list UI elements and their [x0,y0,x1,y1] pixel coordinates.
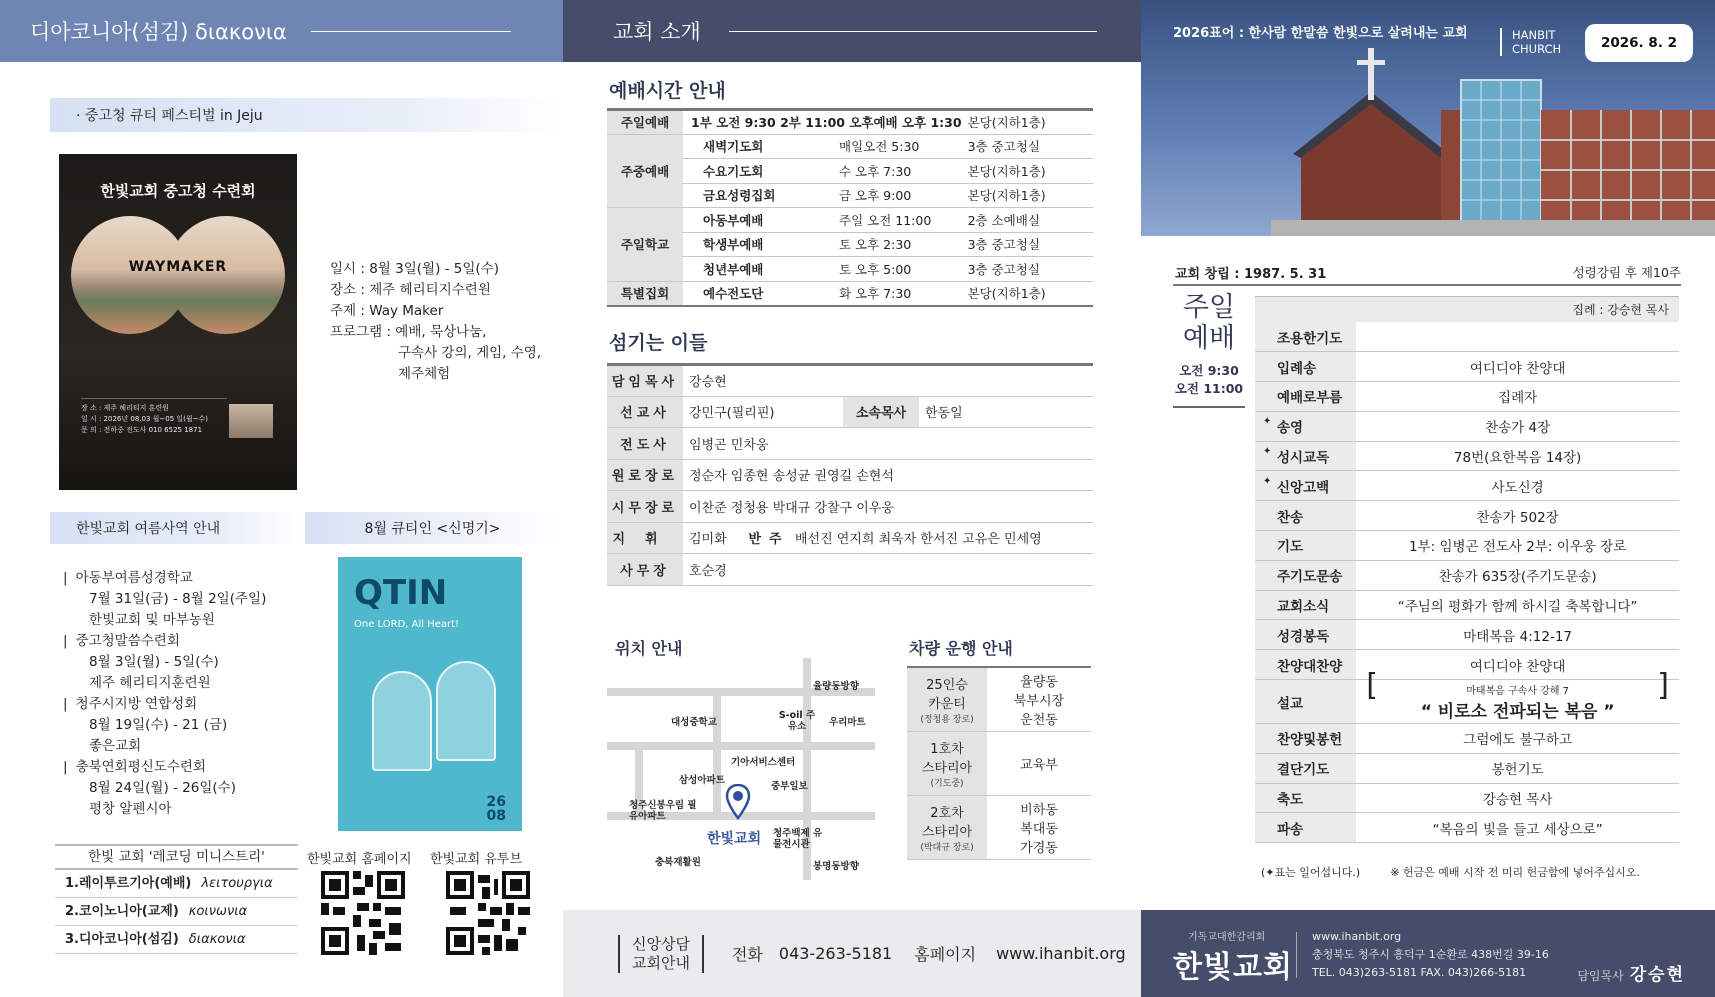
poster-theme: WAYMAKER [128,259,228,275]
table-row [1255,590,1679,620]
sermon-title: “ 비로소 전파되는 복음 ” [1420,701,1615,722]
pastor-title: 담임목사 [1577,969,1624,983]
vehicle-name [907,796,987,859]
staff-names: 호순경 [683,554,1093,586]
sermon-bracket-right: ] [1657,667,1669,703]
binocular-right-lens [167,216,285,334]
table-row [1255,531,1679,561]
worship-place: 본당(지하1층) [962,159,1093,184]
staff-role: 담임목사 [607,365,683,397]
map-south-label: 봉명동방향 [813,861,859,872]
table-row [1255,813,1679,843]
qtin-cover [338,557,522,831]
map-church-label: 한빛교회 [707,831,762,847]
route: 가경동 [1020,841,1058,856]
pastor-name: 강승현 [1629,965,1685,985]
retreat-poster [59,154,297,490]
ministry-line: 평창 알펜시아 [89,801,172,817]
table-row [607,459,1093,491]
staff-role: 선교사 [607,396,683,428]
church-motto: 2026표어 : 한사람 한말씀 한빛으로 살려내는 교회 [1173,26,1468,41]
staff-names: 정순자 임종현 송성균 권영길 손현석 [683,459,1093,491]
location-map [607,658,875,880]
panel-church-intro [563,0,1141,997]
recording-greek: λειτουργια [201,876,273,891]
order-detail: 78번(요한복음 14장) [1356,441,1679,471]
order-detail: 집례자 [1356,382,1679,412]
worship-time: 화 오후 7:30 [839,281,962,306]
qtin-logo: QTIN [354,573,448,613]
worship-place: 본당(지하1층) [962,183,1093,208]
vehicle-driver: (박대규 장로) [920,843,974,853]
recording-label: 1.레이투르기아(예배) [65,876,192,891]
order-detail: “주님의 평화가 함께 하시길 축복합니다” [1356,590,1679,620]
church-building-image [1271,40,1715,236]
map-soil-label: S-oil 주유소 [778,710,816,732]
order-detail: 1부: 임병곤 전도사 2부: 이우웅 장로 [1356,531,1679,561]
order-item: 찬양및봉헌 [1255,724,1356,754]
table-row [1255,322,1679,352]
recording-item [55,926,298,954]
worship-place: 3층 중고청실 [962,257,1093,282]
vehicle-row [907,796,1091,860]
order-item: 기도 [1255,531,1356,561]
consultation-line-2: 교회안내 [632,953,690,972]
recording-greek: διακονια [188,932,246,947]
map-museum-label: 청주백제 유물전시관 [773,828,823,850]
map-sinbong-label: 청주신봉우림 필유아파트 [629,800,697,822]
worship-word: 예배 [1182,323,1236,354]
order-detail: 마태복음 4:12-17 [1356,620,1679,650]
order-detail: 그럼에도 불구하고 [1356,724,1679,754]
recording-item [55,898,298,926]
map-road [713,688,721,813]
order-detail: 찬송가 502장 [1356,501,1679,531]
table-row [607,491,1093,523]
poster-detail-place: 장 소 : 제주 헤리티지 훈련원 [81,404,169,412]
panel1-header [0,0,563,62]
order-item: ✦ 송영 [1255,411,1356,441]
staff-title: 섬기는 이들 [609,332,708,354]
hanbit-church-mark [1500,28,1561,56]
ministry-line: 8월 19일(수) - 21 (금) [89,717,228,733]
worship-name: 청년부예배 [683,257,839,282]
worship-times-table [607,108,1093,307]
homepage-qr-label: 한빛교회 홈페이지 [307,852,412,867]
route: 복대동 [1020,822,1058,837]
staff-role: 반주 [748,532,790,548]
map-jungbu-label: 중부일보 [771,781,808,792]
church-tel-fax: TEL. 043)263-5181 FAX. 043)266-5181 [1312,966,1527,979]
route: 비하동 [1020,803,1058,818]
staff-names: 김미화 [689,532,727,548]
order-of-worship [1255,322,1679,843]
worship-place: 3층 중고청실 [962,134,1093,159]
staff-names: 강민구(필리핀) [683,396,843,428]
retreat-info [330,259,541,385]
footer-divider [1296,932,1297,978]
summer-ministry-list [74,568,266,820]
order-detail: 봉헌기도 [1356,753,1679,783]
vehicle-routes [987,668,1091,731]
worship-place: 본당(지하1층) [962,281,1093,306]
contact-footer [563,910,1141,997]
stone-tablet-right [436,661,496,761]
festival-bar [50,98,560,132]
ministry-line: 한빛교회 및 마부농원 [89,612,215,628]
table-row [607,522,1093,554]
panel2-title: 교회 소개 [613,20,701,44]
map-school-label: 대성중학교 [671,717,717,728]
vehicle-model: 스타리아 [921,761,973,776]
route: 북부시장 [1013,694,1065,709]
vehicle-routes [987,796,1091,859]
retreat-theme: 주제 : Way Maker [330,303,444,319]
staff-table [607,363,1093,586]
senior-pastor [1577,960,1685,985]
homepage-label: 홈페이지 [914,945,977,964]
ministry-head: | 청주시지방 연합성회 [74,694,266,715]
staff-role: 지휘 [607,522,683,554]
worship-name: 학생부예배 [683,232,839,257]
table-row [1255,620,1679,650]
poster-detail-contact: 문 의 : 전하중 전도사 010 6525 1871 [81,426,203,434]
summer-ministry-title: 한빛교회 여름사역 안내 [76,521,221,537]
staff-names: 이찬준 정청용 박대규 강찰구 이우웅 [683,491,1093,523]
ministry-line: 제주 헤리티지훈련원 [89,675,211,691]
recording-greek: κοινωνια [188,904,248,919]
worship-name: 1부 오전 9:30 2부 11:00 오후예배 오후 1:30 [683,110,962,135]
worship-time: 주일 오전 11:00 [839,208,962,233]
staff-role: 시무장로 [607,491,683,523]
qt-bar [305,512,560,544]
table-row [1255,650,1679,680]
order-item: 성경봉독 [1255,620,1356,650]
hanbit-word: HANBIT [1512,28,1556,42]
worship-category: 주일예배 [607,110,683,135]
worship-name: 금요성령집회 [683,183,839,208]
service-time-2: 오전 11:00 [1174,381,1244,396]
qtin-issue-month: 08 [486,808,506,824]
retreat-place: 장소 : 제주 헤리티지수련원 [330,282,491,298]
map-kia-label: 기아서비스센터 [731,757,796,768]
route: 교육부 [1020,758,1058,773]
table-row [1255,783,1679,813]
order-item: 입례송 [1255,352,1356,382]
qtin-issue [487,795,506,823]
vehicle-table [907,666,1091,860]
table-row [607,208,1093,233]
sermon-series: 마태복음 구속사 강해 7 [1466,685,1570,697]
panel-diakonia [0,0,563,997]
staff-role: 사무장 [607,554,683,586]
vehicle-type: 25인승 [926,678,968,693]
ministry-line: 7월 31일(금) - 8월 2일(주일) [89,591,267,607]
ministry-line: 좋은교회 [89,738,142,754]
church-address: 충청북도 청주시 흥덕구 1순환로 438번길 39-16 [1312,948,1549,961]
order-item: 결단기도 [1255,753,1356,783]
sermon-bracket-left: [ [1366,667,1378,703]
church-url[interactable]: www.ihanbit.org [1312,930,1402,943]
vehicle-driver: (정청용 장로) [920,715,974,725]
sermon-box [1356,667,1679,722]
table-row [1255,382,1679,412]
worship-times-title: 예배시간 안내 [609,80,726,102]
header-rule [311,31,511,32]
order-detail: 찬송가 635장(주기도문송) [1356,560,1679,590]
table-row [1255,411,1679,441]
ministry-head: | 충북연회평신도수련회 [74,757,266,778]
presider: 집례 : 강승현 목사 [1255,296,1679,322]
order-item: 파송 [1255,813,1356,843]
worship-name: 예수전도단 [683,281,839,306]
panel-sunday-worship [1141,0,1715,997]
worship-time: 토 오후 2:30 [839,232,962,257]
vehicle-routes [987,732,1091,795]
order-item: 조용한기도 [1255,322,1356,352]
staff-role: 소속목사 [843,396,919,428]
consultation-line-1: 신앙상담 [632,934,690,953]
table-row [607,134,1093,159]
staff-role: 전도사 [607,428,683,460]
ministry-line: 8월 3일(월) - 5일(수) [89,654,219,670]
homepage-qr-code[interactable] [321,871,405,955]
vehicle-name [907,732,987,795]
staff-role: 원로장로 [607,459,683,491]
phone-label: 전화 [731,945,763,964]
church-banner [1141,0,1715,236]
panel1-title: 디아코니아(섬김) διακονια [30,20,287,44]
qtin-issue-year: 26 [486,794,506,810]
vehicle-type: 2호차 [930,806,964,821]
header-rule [729,31,1097,32]
worship-name: 새벽기도회 [683,134,839,159]
church-logo-text: 한빛교회 [1173,950,1293,985]
sunday-worship-label [1173,292,1245,408]
order-detail: 사도신경 [1356,471,1679,501]
order-notes [1261,864,1640,880]
poster-detail-date: 일 시 : 2026년 08.03 월~05 일(월~수) [81,415,208,423]
recording-label: 3.디아코니아(섬김) [65,932,179,947]
staff-names: 배선진 연지희 최욱자 한서진 고유은 민세영 [795,532,1042,548]
worship-time: 매일오전 5:30 [839,134,962,159]
table-row [607,428,1093,460]
table-row-sermon [1255,680,1679,724]
order-item: 축도 [1255,783,1356,813]
location-title: 위치 안내 [615,639,683,658]
staff-names: 임병곤 민차웅 [683,428,1093,460]
route: 운천동 [1020,713,1058,728]
qtin-subtitle: One LORD, All Heart! [354,619,460,630]
table-row [607,365,1093,397]
table-row [607,110,1093,135]
phone-number[interactable]: 043-263-5181 [778,944,893,963]
recording-label: 2.코이노니아(교제) [65,904,179,919]
recording-title: 한빛 교회 '레코딩 미니스트리' [55,844,298,870]
church-footer [1141,910,1715,997]
youtube-qr-label: 한빛교회 유투브 [430,852,523,867]
vehicle-model: 스타리아 [921,825,973,840]
church-word: CHURCH [1512,42,1562,56]
ministry-head: | 중고청말씀수련회 [74,631,266,652]
table-row [607,396,1093,428]
order-item: ✦ 성시교독 [1255,441,1356,471]
worship-category: 주중예배 [607,134,683,208]
conductor-accompanist-cell [683,522,1093,554]
denomination: 기독교대한감리회 [1188,932,1266,943]
order-item: ✦ 신앙고백 [1255,471,1356,501]
sunday-word: 주일 [1182,292,1236,323]
order-detail: 찬송가 4장 [1356,411,1679,441]
worship-time: 수 오후 7:30 [839,159,962,184]
divider [1173,284,1681,286]
recording-ministry [55,844,298,954]
panel2-header [563,0,1141,62]
offering-note: ※ 헌금은 예배 시작 전 미리 헌금함에 넣어주십시오. [1390,866,1640,879]
bulletin-date: 2026. 8. 2 [1585,24,1693,62]
vehicle-row [907,732,1091,796]
ministry-head: | 아동부여름성경학교 [74,568,266,589]
map-north-label: 율량동방향 [813,681,859,692]
vehicle-driver: (기도중) [930,779,964,789]
order-detail: 여디디야 찬양대 [1356,650,1679,680]
church-location-pin-icon [725,784,751,820]
order-item: 찬송 [1255,501,1356,531]
standing-note: (✦표는 일어섭니다.) [1261,866,1361,879]
order-item: 찬양대찬양 [1255,650,1356,680]
map-mart-label: 우리마트 [829,717,866,728]
table-row [1255,501,1679,531]
worship-place: 3층 중고청실 [962,232,1093,257]
order-detail: 강승현 목사 [1356,783,1679,813]
worship-name: 수요기도회 [683,159,839,184]
vehicle-name [907,668,987,731]
worship-name: 아동부예배 [683,208,839,233]
worship-place: 2층 소예배실 [962,208,1093,233]
worship-time: 금 오후 9:00 [839,183,962,208]
ministry-line: 8월 24일(월) - 26일(수) [89,780,236,796]
vehicle-type: 1호차 [930,742,964,757]
poster-details [81,398,227,446]
table-row [1255,753,1679,783]
festival-title: · 중고청 큐티 페스티벌 in Jeju [76,108,263,124]
table-row [607,554,1093,586]
retreat-program: 프로그램 : 예배, 묵상나눔, [330,324,487,340]
order-item: 주기도문송 [1255,560,1356,590]
worship-category: 주일학교 [607,208,683,282]
speaker-photo [229,404,273,438]
order-item: 예배로부름 [1255,382,1356,412]
order-detail: “복음의 빛을 들고 세상으로” [1356,813,1679,843]
table-row [1255,724,1679,754]
retreat-program-2: 구속사 강의, 게임, 수영, [398,345,542,361]
table-row [1255,471,1679,501]
order-detail: 여디디야 찬양대 [1356,352,1679,382]
map-chungbuk-label: 충북재활원 [655,857,701,868]
poster-title: 한빛교회 중고청 수련회 [100,182,256,200]
recording-item [55,870,298,898]
sermon-cell [1356,667,1679,724]
staff-names: 강승현 [683,365,1093,397]
worship-time: 토 오후 5:00 [839,257,962,282]
qt-title: 8월 큐티인 <신명기> [364,521,501,537]
map-samsung-label: 삼성아파트 [679,775,725,786]
table-row [1255,560,1679,590]
order-item: 설교 [1255,680,1356,724]
route: 율량동 [1020,675,1058,690]
youtube-qr-code[interactable] [446,871,530,955]
liturgical-week: 성령강림 후 제10주 [1572,265,1681,280]
table-row [1255,352,1679,382]
worship-place: 본당(지하1층) [962,110,1093,135]
homepage-link[interactable]: www.ihanbit.org [996,944,1126,963]
stone-tablet-left [372,671,432,771]
order-item: 교회소식 [1255,590,1356,620]
church-address-block [1312,928,1549,982]
table-row [1255,441,1679,471]
vehicle-model: 카운티 [928,697,966,712]
map-road [607,742,875,750]
table-row [607,281,1093,306]
vehicle-row [907,668,1091,732]
summer-ministry-bar [50,512,300,544]
church-founding: 교회 창립 : 1987. 5. 31 [1175,267,1327,282]
retreat-program-3: 제주체험 [398,366,451,382]
staff-names: 한동일 [919,396,1093,428]
consultation-label [618,935,704,973]
vehicle-title: 차량 운행 안내 [909,639,1013,658]
service-time-1: 오전 9:30 [1179,363,1239,378]
retreat-date: 일시 : 8월 3일(월) - 5일(수) [330,261,499,277]
worship-category: 특별집회 [607,281,683,306]
order-detail [1356,322,1679,352]
